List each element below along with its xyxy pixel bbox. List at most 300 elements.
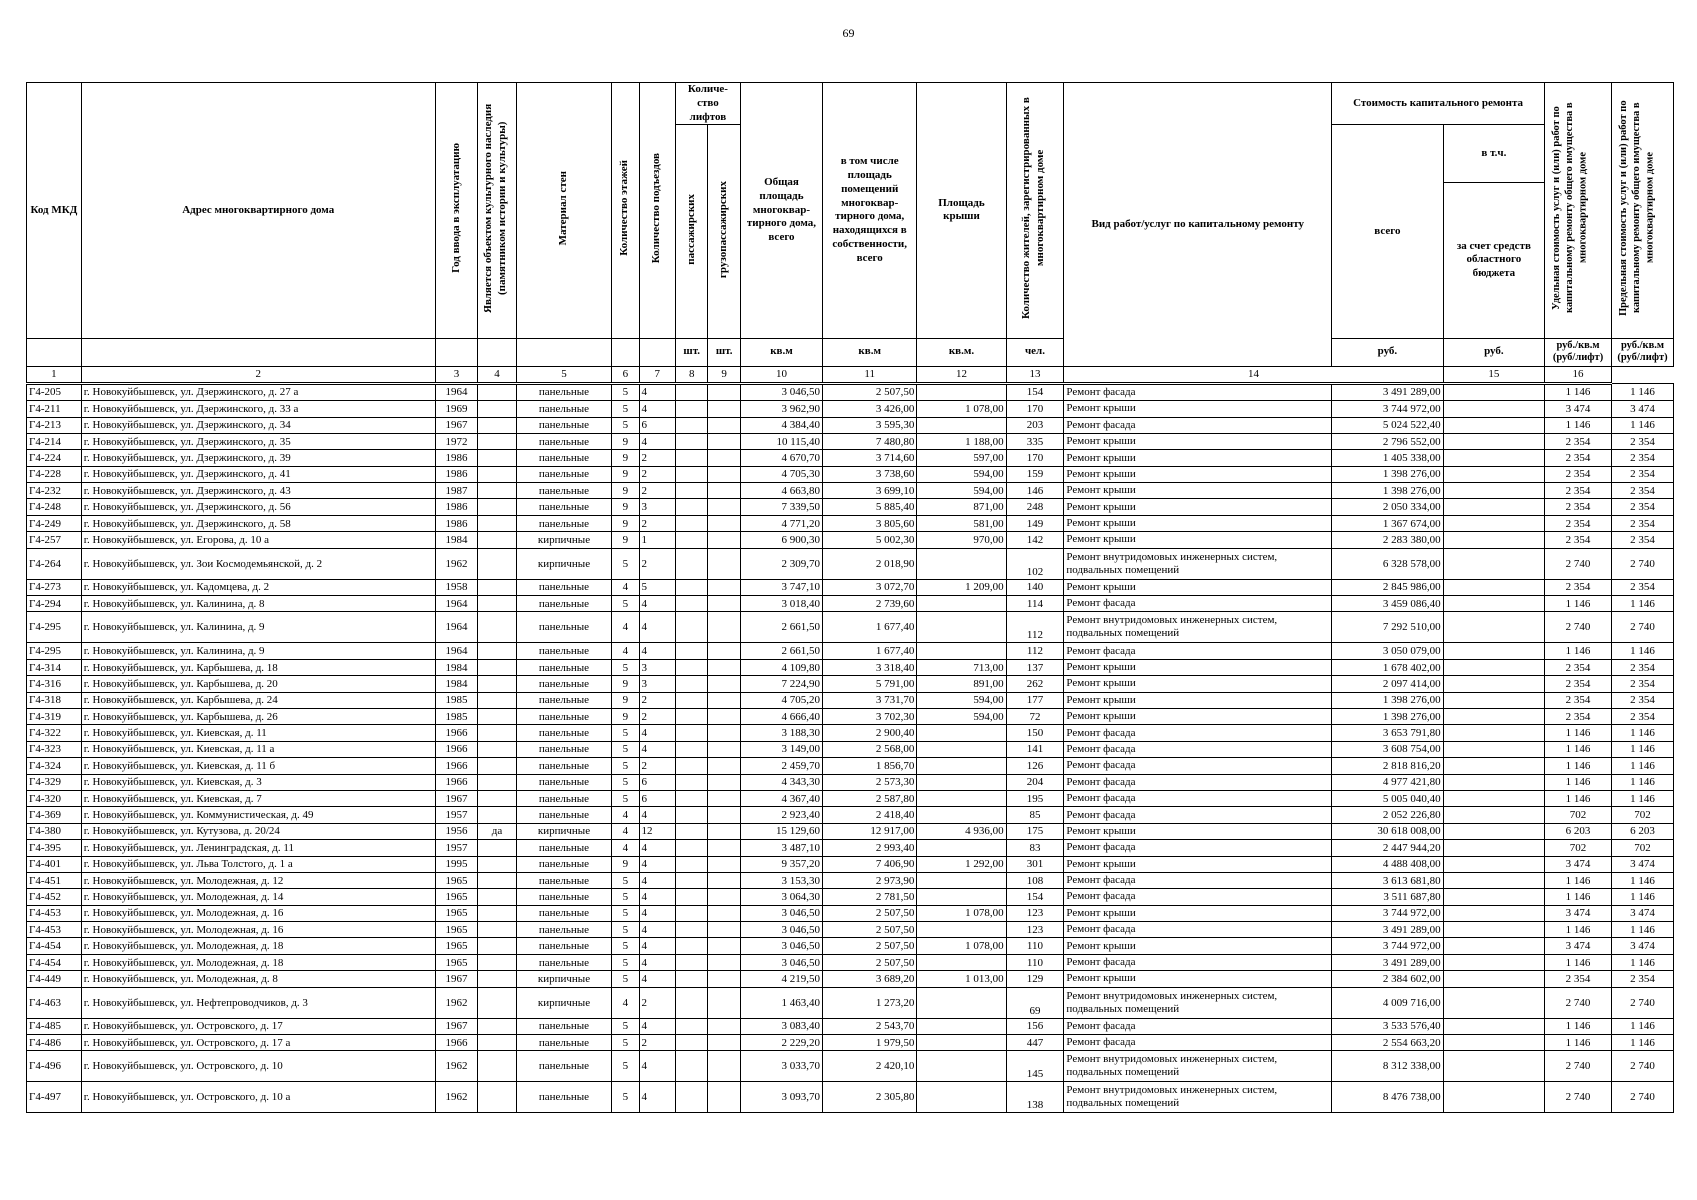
cell-lifts-cargo [708,823,740,839]
cell-lifts-cargo [708,1018,740,1034]
cell-owned-area: 3 318,40 [823,659,917,675]
cell-limit-cost: 1 146 [1612,758,1674,774]
cell-address: г. Новокуйбышевск, ул. Карбышева, д. 26 [81,709,435,725]
cell-total-area: 4 666,40 [740,709,822,725]
cell-address: г. Новокуйбышевск, ул. Островского, д. 17 а [81,1035,435,1051]
header-year: Год ввода в эксплуатацию [435,83,478,339]
header-lifts-passenger: пассажирских [676,125,708,339]
cell-cost-total: 1 678 402,00 [1332,659,1444,675]
cell-address: г. Новокуйбышевск, ул. Молодежная, д. 8 [81,971,435,987]
cell-cost-total: 3 608 754,00 [1332,741,1444,757]
cell-total-area: 3 093,70 [740,1082,822,1113]
cell-limit-cost: 1 146 [1612,596,1674,612]
cell-roof-area: 1 078,00 [917,938,1006,954]
cell-heritage [478,741,517,757]
cell-total-area: 2 459,70 [740,758,822,774]
cell-owned-area: 2 993,40 [823,840,917,856]
cell-cost-total: 2 818 816,20 [1332,758,1444,774]
cell-walls: панельные [516,922,611,938]
cell-total-area: 1 463,40 [740,987,822,1018]
cell-specific-cost: 702 [1545,840,1612,856]
cell-work-type: Ремонт фасада [1064,889,1332,905]
cell-code: Г4-453 [27,922,82,938]
cell-lifts-cargo [708,971,740,987]
cell-floors: 5 [612,954,639,970]
cell-owned-area: 1 979,50 [823,1035,917,1051]
cell-work-type: Ремонт фасада [1064,774,1332,790]
cell-limit-cost: 2 354 [1612,483,1674,499]
header-address: Адрес многоквартирного дома [81,83,435,339]
cell-residents: 85 [1006,807,1064,823]
cell-heritage [478,692,517,708]
cell-code: Г4-316 [27,676,82,692]
table-row [27,1018,1674,1034]
cell-roof-area [917,987,1006,1018]
table-body [27,366,1674,1113]
cell-lifts-passenger [676,692,708,708]
cell-code: Г4-324 [27,758,82,774]
cell-heritage [478,1082,517,1113]
cell-limit-cost: 1 146 [1612,383,1674,400]
cell-year: 1966 [435,741,478,757]
table-row [27,758,1674,774]
cell-roof-area [917,1051,1006,1082]
cell-work-type: Ремонт крыши [1064,499,1332,515]
cell-lifts-passenger [676,499,708,515]
column-number: 16 [1545,366,1612,383]
cell-year: 1986 [435,515,478,531]
cell-owned-area: 2 018,90 [823,548,917,579]
cell-specific-cost: 2 354 [1545,676,1612,692]
cell-floors: 4 [612,579,639,595]
cell-heritage [478,790,517,806]
cell-address: г. Новокуйбышевск, ул. Киевская, д. 3 [81,774,435,790]
cell-walls: панельные [516,659,611,675]
cell-code: Г4-486 [27,1035,82,1051]
cell-lifts-cargo [708,466,740,482]
table-row [27,417,1674,433]
cell-limit-cost: 2 354 [1612,499,1674,515]
cell-work-type: Ремонт фасада [1064,725,1332,741]
cell-work-type: Ремонт фасада [1064,758,1332,774]
cell-walls: кирпичные [516,971,611,987]
cell-year: 1965 [435,905,478,921]
table-row [27,483,1674,499]
cell-cost-total: 5 024 522,40 [1332,417,1444,433]
cell-residents: 112 [1006,612,1064,643]
cell-specific-cost: 3 474 [1545,856,1612,872]
cell-work-type: Ремонт внутридомовых инженерных систем, подвальных помещений [1064,987,1332,1018]
cell-lifts-passenger [676,1035,708,1051]
cell-entrances: 2 [639,1035,676,1051]
cell-entrances: 2 [639,515,676,531]
table-row [27,466,1674,482]
cell-owned-area: 5 791,00 [823,676,917,692]
cell-total-area: 4 663,80 [740,483,822,499]
cell-cost-regional [1443,856,1544,872]
cell-work-type: Ремонт крыши [1064,579,1332,595]
header-lifts: Количе-ство лифтов [676,83,741,125]
cell-lifts-passenger [676,466,708,482]
cell-code: Г4-211 [27,401,82,417]
cell-year: 1965 [435,954,478,970]
cell-cost-regional [1443,433,1544,449]
cell-heritage [478,840,517,856]
cell-limit-cost: 2 740 [1612,1051,1674,1082]
cell-owned-area: 7 480,80 [823,433,917,449]
cell-owned-area: 2 507,50 [823,954,917,970]
cell-work-type: Ремонт фасада [1064,872,1332,888]
cell-walls: панельные [516,579,611,595]
table-row [27,774,1674,790]
cell-walls: панельные [516,856,611,872]
cell-lifts-cargo [708,450,740,466]
cell-work-type: Ремонт крыши [1064,676,1332,692]
cell-residents: 142 [1006,532,1064,548]
cell-residents: 175 [1006,823,1064,839]
cell-code: Г4-295 [27,643,82,659]
cell-cost-total: 3 613 681,80 [1332,872,1444,888]
cell-walls: панельные [516,790,611,806]
cell-roof-area: 597,00 [917,450,1006,466]
cell-specific-cost: 3 474 [1545,905,1612,921]
cell-work-type: Ремонт крыши [1064,401,1332,417]
cell-floors: 9 [612,709,639,725]
cell-entrances: 4 [639,741,676,757]
unit-sqm: кв.м. [917,338,1006,366]
cell-lifts-cargo [708,548,740,579]
cell-owned-area: 2 420,10 [823,1051,917,1082]
cell-walls: панельные [516,596,611,612]
cell-code: Г4-248 [27,499,82,515]
cell-heritage [478,548,517,579]
cell-roof-area [917,954,1006,970]
cell-year: 1985 [435,692,478,708]
cell-lifts-passenger [676,532,708,548]
cell-year: 1986 [435,466,478,482]
cell-lifts-cargo [708,987,740,1018]
cell-lifts-passenger [676,676,708,692]
cell-year: 1972 [435,433,478,449]
cell-work-type: Ремонт внутридомовых инженерных систем, подвальных помещений [1064,1082,1332,1113]
cell-total-area: 2 661,50 [740,643,822,659]
cell-work-type: Ремонт фасада [1064,790,1332,806]
cell-owned-area: 2 568,00 [823,741,917,757]
cell-lifts-passenger [676,954,708,970]
cell-heritage [478,483,517,499]
cell-cost-regional [1443,515,1544,531]
cell-cost-regional [1443,938,1544,954]
cell-lifts-cargo [708,1035,740,1051]
cell-specific-cost: 2 354 [1545,450,1612,466]
cell-limit-cost: 702 [1612,807,1674,823]
cell-lifts-cargo [708,483,740,499]
cell-limit-cost: 1 146 [1612,922,1674,938]
cell-walls: панельные [516,807,611,823]
cell-owned-area: 5 002,30 [823,532,917,548]
cell-owned-area: 2 418,40 [823,807,917,823]
cell-entrances: 4 [639,401,676,417]
cell-lifts-passenger [676,548,708,579]
cell-residents: 170 [1006,401,1064,417]
table-row [27,971,1674,987]
column-number: 4 [478,366,517,383]
cell-heritage [478,532,517,548]
cell-address: г. Новокуйбышевск, ул. Зои Космодемьянской, д. 2 [81,548,435,579]
cell-heritage [478,676,517,692]
cell-lifts-passenger [676,483,708,499]
cell-walls: панельные [516,758,611,774]
cell-address: г. Новокуйбышевск, ул. Карбышева, д. 20 [81,676,435,692]
cell-work-type: Ремонт внутридомовых инженерных систем, подвальных помещений [1064,548,1332,579]
cell-residents: 145 [1006,1051,1064,1082]
cell-total-area: 3 064,30 [740,889,822,905]
cell-cost-total: 2 845 986,00 [1332,579,1444,595]
unit-people: чел. [1006,338,1064,366]
table-row [27,725,1674,741]
header-roof-area: Площадь крыши [917,83,1006,339]
cell-lifts-cargo [708,676,740,692]
cell-walls: панельные [516,676,611,692]
cell-cost-regional [1443,971,1544,987]
cell-owned-area: 2 305,80 [823,1082,917,1113]
cell-specific-cost: 1 146 [1545,725,1612,741]
cell-roof-area [917,612,1006,643]
cell-entrances: 2 [639,709,676,725]
cell-address: г. Новокуйбышевск, ул. Ленинградская, д. 11 [81,840,435,856]
cell-entrances: 6 [639,417,676,433]
cell-entrances: 3 [639,676,676,692]
cell-limit-cost: 1 146 [1612,741,1674,757]
cell-entrances: 2 [639,548,676,579]
cell-cost-total: 2 554 663,20 [1332,1035,1444,1051]
cell-total-area: 4 705,20 [740,692,822,708]
cell-work-type: Ремонт фасада [1064,840,1332,856]
cell-residents: 154 [1006,889,1064,905]
cell-cost-regional [1443,709,1544,725]
table-row [27,659,1674,675]
cell-residents: 146 [1006,483,1064,499]
cell-residents: 262 [1006,676,1064,692]
cell-floors: 5 [612,774,639,790]
cell-limit-cost: 2 740 [1612,1082,1674,1113]
table-row [27,889,1674,905]
cell-roof-area: 1 013,00 [917,971,1006,987]
cell-lifts-cargo [708,499,740,515]
cell-lifts-cargo [708,1082,740,1113]
cell-heritage: да [478,823,517,839]
cell-total-area: 4 343,30 [740,774,822,790]
cell-address: г. Новокуйбышевск, ул. Кадомцева, д. 2 [81,579,435,595]
cell-heritage [478,499,517,515]
cell-code: Г4-395 [27,840,82,856]
cell-work-type: Ремонт крыши [1064,709,1332,725]
cell-walls: панельные [516,889,611,905]
cell-residents: 447 [1006,1035,1064,1051]
cell-residents: 83 [1006,840,1064,856]
cell-address: г. Новокуйбышевск, ул. Островского, д. 10 [81,1051,435,1082]
cell-residents: 154 [1006,383,1064,400]
cell-entrances: 2 [639,987,676,1018]
cell-entrances: 1 [639,532,676,548]
cell-residents: 138 [1006,1082,1064,1113]
cell-heritage [478,1035,517,1051]
unit-pcs: шт. [676,338,708,366]
cell-cost-total: 1 398 276,00 [1332,692,1444,708]
cell-lifts-cargo [708,905,740,921]
cell-residents: 335 [1006,433,1064,449]
cell-walls: панельные [516,483,611,499]
cell-roof-area [917,725,1006,741]
cell-roof-area: 594,00 [917,709,1006,725]
cell-owned-area: 3 689,20 [823,971,917,987]
cell-address: г. Новокуйбышевск, ул. Дзержинского, д. 35 [81,433,435,449]
cell-roof-area [917,383,1006,400]
cell-cost-total: 4 009 716,00 [1332,987,1444,1018]
cell-residents: 140 [1006,579,1064,595]
cell-roof-area: 1 209,00 [917,579,1006,595]
cell-specific-cost: 1 146 [1545,774,1612,790]
cell-code: Г4-232 [27,483,82,499]
cell-cost-regional [1443,676,1544,692]
cell-total-area: 4 109,80 [740,659,822,675]
cell-address: г. Новокуйбышевск, ул. Молодежная, д. 16 [81,922,435,938]
cell-lifts-passenger [676,790,708,806]
cell-year: 1965 [435,889,478,905]
cell-total-area: 3 149,00 [740,741,822,757]
header-lifts-cargo: грузопассажирских [708,125,740,339]
cell-roof-area [917,643,1006,659]
cell-work-type: Ремонт фасада [1064,596,1332,612]
cell-year: 1967 [435,1018,478,1034]
cell-cost-regional [1443,774,1544,790]
capital-repair-register-table [26,82,1674,1113]
cell-year: 1987 [435,483,478,499]
cell-limit-cost: 1 146 [1612,725,1674,741]
table-row [27,612,1674,643]
cell-limit-cost: 2 354 [1612,659,1674,675]
cell-code: Г4-453 [27,905,82,921]
table-row [27,596,1674,612]
unit-pcs: шт. [708,338,740,366]
cell-floors: 9 [612,676,639,692]
cell-code: Г4-319 [27,709,82,725]
cell-year: 1966 [435,758,478,774]
cell-address: г. Новокуйбышевск, ул. Дзержинского, д. 43 [81,483,435,499]
cell-entrances: 4 [639,725,676,741]
cell-work-type: Ремонт фасада [1064,954,1332,970]
cell-owned-area: 5 885,40 [823,499,917,515]
cell-work-type: Ремонт крыши [1064,466,1332,482]
cell-code: Г4-249 [27,515,82,531]
cell-specific-cost: 1 146 [1545,383,1612,400]
cell-code: Г4-224 [27,450,82,466]
cell-year: 1965 [435,872,478,888]
cell-heritage [478,889,517,905]
cell-address: г. Новокуйбышевск, ул. Киевская, д. 11 [81,725,435,741]
cell-floors: 5 [612,790,639,806]
cell-entrances: 4 [639,971,676,987]
cell-limit-cost: 2 354 [1612,466,1674,482]
cell-address: г. Новокуйбышевск, ул. Островского, д. 10 а [81,1082,435,1113]
cell-residents: 177 [1006,692,1064,708]
cell-owned-area: 2 507,50 [823,383,917,400]
cell-work-type: Ремонт фасада [1064,922,1332,938]
cell-cost-total: 4 977 421,80 [1332,774,1444,790]
cell-address: г. Новокуйбышевск, ул. Коммунистическая, д. 49 [81,807,435,823]
cell-cost-regional [1443,872,1544,888]
cell-heritage [478,856,517,872]
cell-code: Г4-205 [27,383,82,400]
cell-walls: панельные [516,1035,611,1051]
cell-code: Г4-485 [27,1018,82,1034]
cell-address: г. Новокуйбышевск, ул. Молодежная, д. 18 [81,938,435,954]
cell-lifts-passenger [676,741,708,757]
cell-code: Г4-329 [27,774,82,790]
cell-entrances: 2 [639,758,676,774]
cell-roof-area [917,807,1006,823]
header-entrances: Количество подъездов [639,83,676,339]
cell-entrances: 4 [639,1051,676,1082]
cell-specific-cost: 3 474 [1545,938,1612,954]
cell-address: г. Новокуйбышевск, ул. Киевская, д. 11 а [81,741,435,757]
cell-year: 1956 [435,823,478,839]
cell-owned-area: 2 543,70 [823,1018,917,1034]
cell-heritage [478,466,517,482]
cell-entrances: 4 [639,1082,676,1113]
table-row [27,790,1674,806]
cell-cost-total: 2 384 602,00 [1332,971,1444,987]
cell-cost-total: 2 796 552,00 [1332,433,1444,449]
cell-residents: 137 [1006,659,1064,675]
cell-cost-regional [1443,1035,1544,1051]
cell-code: Г4-323 [27,741,82,757]
cell-roof-area: 1 292,00 [917,856,1006,872]
cell-lifts-passenger [676,922,708,938]
cell-work-type: Ремонт фасада [1064,417,1332,433]
cell-work-type: Ремонт крыши [1064,433,1332,449]
cell-cost-regional [1443,922,1544,938]
cell-heritage [478,774,517,790]
cell-lifts-cargo [708,758,740,774]
cell-address: г. Новокуйбышевск, ул. Калинина, д. 9 [81,643,435,659]
unit-sqm: кв.м [823,338,917,366]
cell-lifts-cargo [708,790,740,806]
cell-lifts-passenger [676,579,708,595]
table-row [27,872,1674,888]
cell-code: Г4-454 [27,954,82,970]
cell-cost-total: 3 491 289,00 [1332,954,1444,970]
cell-owned-area: 2 507,50 [823,905,917,921]
cell-address: г. Новокуйбышевск, ул. Калинина, д. 8 [81,596,435,612]
cell-walls: панельные [516,417,611,433]
cell-roof-area [917,872,1006,888]
cell-year: 1986 [435,450,478,466]
cell-specific-cost: 1 146 [1545,954,1612,970]
cell-owned-area: 3 699,10 [823,483,917,499]
cell-limit-cost: 1 146 [1612,417,1674,433]
cell-floors: 5 [612,1035,639,1051]
cell-roof-area [917,417,1006,433]
cell-limit-cost: 2 354 [1612,532,1674,548]
cell-lifts-cargo [708,401,740,417]
cell-total-area: 15 129,60 [740,823,822,839]
cell-total-area: 2 309,70 [740,548,822,579]
cell-heritage [478,1051,517,1082]
cell-cost-total: 2 283 380,00 [1332,532,1444,548]
cell-specific-cost: 2 354 [1545,483,1612,499]
cell-owned-area: 3 731,70 [823,692,917,708]
